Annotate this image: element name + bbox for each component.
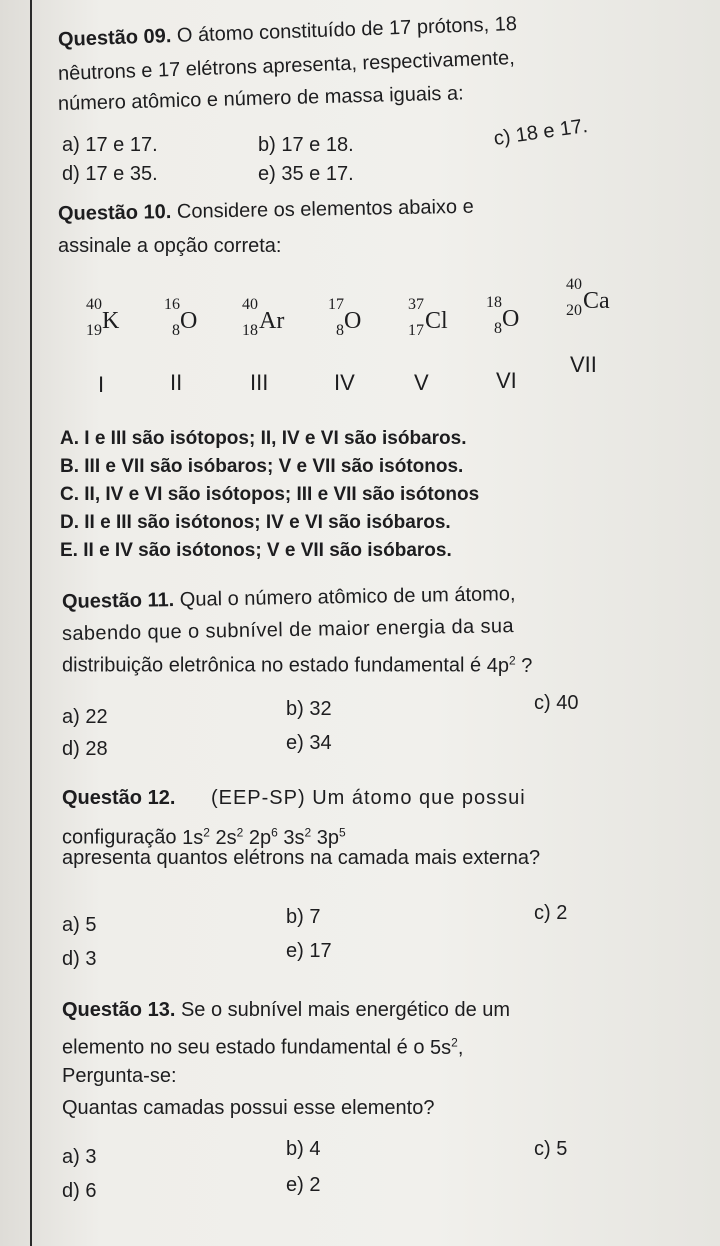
q13-text-2: elemento no seu estado fundamental é o [62,1036,425,1059]
q10-option-c: C. II, IV e VI são isótopos; III e VII são isótonos [60,484,480,505]
q13-text-3: Pergunta-se: [62,1065,177,1087]
q12-text-3: apresenta quantos elétrons na camada mais externa? [62,847,541,869]
q11-formula: $4p^2$ ? [486,653,533,677]
q11-title: Questão 11. [61,589,175,613]
q09-option-a: a) 17 e 17. [62,134,158,156]
q13-formula: $5s^2$, [430,1035,464,1059]
numeral-3: III [250,370,269,395]
q11-option-c: c) 40 [534,692,579,714]
q11-text-3: distribuição eletrônica no estado fundamental é [62,654,482,677]
q11-text-2: sabendo que o subnível de maior energia da sua [61,615,515,645]
q11-option-e: e) 34 [286,732,332,754]
margin-line [30,0,32,1246]
q09-text-3: número atômico e número de massa iguais a: [57,82,464,115]
q10-option-e: E. II e IV são isótonos; V e VII são isóbaros. [60,540,452,561]
q11-text-1: Qual o número atômico de um átomo, [179,583,516,611]
numeral-1: I [98,372,105,397]
q10-text-1: Considere os elementos abaixo e [176,195,474,223]
q13-option-e: e) 2 [286,1174,321,1196]
q13-line1 [62,998,510,1022]
numeral-4: IV [334,370,355,395]
q10-text-2: assinale a opção correta: [58,235,282,257]
q13-line2 [62,1030,463,1060]
q11-option-b: b) 32 [286,698,332,720]
q12-line1 [62,786,526,810]
q11-option-d: d) 28 [62,738,108,760]
q11-option-a: a) 22 [62,706,108,728]
q09-option-e: e) 35 e 17. [258,163,354,185]
q13-text-1: Se o subnível mais energético de um [180,999,511,1021]
q12-option-d: d) 3 [62,948,97,970]
q12-title: Questão 12. [62,787,176,809]
q10-option-b: B. III e VII são isóbaros; V e VII são isótonos. [60,456,464,477]
q10-option-a: A. I e III são isótopos; II, IV e VI são isóbaros. [60,428,467,449]
q10-line1 [58,195,474,226]
q09-text-1: O átomo constituído de 17 prótons, 18 [176,12,518,47]
q13-option-b: b) 4 [286,1138,321,1160]
q13-option-a: a) 3 [62,1146,97,1168]
q10-title: Questão 10. [57,201,172,225]
q10-option-d: D. II e III são isótonos; IV e VI são isóbaros. [60,512,451,533]
q09-option-b: b) 17 e 18. [258,134,354,156]
worksheet-page: Questão 09. O átomo constituído de 17 prótons, 18 nêutrons e 17 elétrons apresenta, respectivamente, número atômico e número de massa iguais a: a) 17 e 17. b) 17 e 18. c) 18 e 17. d) 17 e 35. e) 35 e 17. Questão 10. Considere os elementos abaixo e assinale a opção correta: 40 19 K 16 8 O 40 18 Ar 17 8 O 37 17 Cl 18 8 O 40 20 Ca I II III IV V VI VII A. I e III são isótopos; II, IV e VI são isóbaros. B. III e VII são isóbaros; V e VII são isótonos. C. II, IV e VI são isótopos; III e VII são isótonos D. II e III são isótonos; IV e VI são isóbaros. E. II e IV são isótonos; V e VII são isóbaros. Questão 11. Qual o número atômico de um átomo, sabendo que o subnível de maior energia da sua distribuição eletrônica no estado fundamental é $4p^2$ ? a) 22 b) 32 c) 40 d) 28 e) 34 Questão 12. (EEP-SP) Um átomo que possui configuração $1s^2$ $2s^2$ $2p^6$ $3s^2$ $3p^5$ apresenta quantos elétrons na camada mais externa? a) 5 b) 7 c) 2 d) 3 e) 17 Questão 13. Se o subnível mais energético de um elemento no seu estado fundamental é o $5s^2$, Pergunta-se: Quantas camadas possui esse elemento? a) 3 b) 4 c) 5 d) 6 e) 2 [0,0,720,1246]
q11-line1 [62,582,516,614]
q09-line1 [58,12,518,52]
numeral-7: VII [570,352,597,377]
q12-text-1: (EEP-SP) Um átomo que possui [210,787,526,809]
q12-config: $1s^2$ $2s^2$ $2p^6$ $3s^2$ $3p^5$ [182,825,346,849]
q12-option-a: a) 5 [62,914,97,936]
q12-option-e: e) 17 [286,940,332,962]
numeral-2: II [170,370,183,395]
q12-text-2: configuração [62,826,177,849]
q13-option-c: c) 5 [534,1138,568,1160]
numeral-5: V [414,370,429,395]
q09-option-c: c) 18 e 17. [492,114,590,150]
q12-option-b: b) 7 [286,906,321,928]
q12-option-c: c) 2 [534,902,568,924]
q09-title: Questão 09. [57,25,172,51]
numeral-6: VI [496,368,517,393]
q13-title: Questão 13. [62,999,176,1021]
q13-option-d: d) 6 [62,1180,97,1202]
q09-text-2: nêutrons e 17 elétrons apresenta, respectivamente, [57,47,516,85]
q09-option-d: d) 17 e 35. [62,163,158,185]
q11-line3 [62,648,532,678]
q13-text-4: Quantas camadas possui esse elemento? [62,1097,435,1119]
